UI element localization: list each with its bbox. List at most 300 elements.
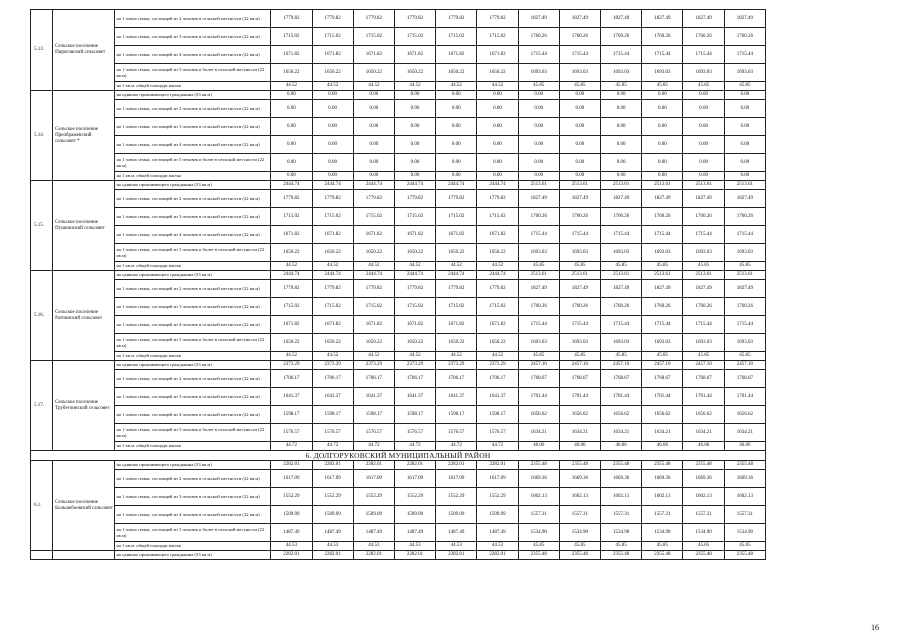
value-cell: 1693.03 [683,64,724,82]
value-cell: 2513.61 [601,271,642,280]
value-cell: 0.00 [518,136,559,154]
value-cell: 0.00 [559,100,600,118]
value-cell: 2444.74 [394,181,435,190]
value-cell: 1760.26 [683,208,724,226]
table-row [31,136,766,154]
value-cell: 1693.03 [642,244,683,262]
table-row [31,28,766,46]
value-cell: 1715.02 [436,298,477,316]
value-cell: 1671.82 [477,226,518,244]
value-cell: 1715.02 [353,298,394,316]
value-cell: 1693.03 [601,334,642,352]
value-cell: 1715.02 [271,298,312,316]
value-cell: 1827.49 [559,280,600,298]
table-row [31,46,766,64]
value-cell: 44.53 [312,542,353,551]
value-cell: 1487.49 [312,524,353,542]
value-cell: 1779.82 [353,280,394,298]
value-cell: 44.52 [312,352,353,361]
settlement-name: Сельское поселение Преображенский сельсовет * [53,91,115,181]
value-cell: 2282.01 [477,551,518,560]
value-cell: 1650.22 [436,64,477,82]
row-description: на 1 члена семьи, состоящей из 5 человек и более в сельской местности (22 кв.м) [115,524,271,542]
table-row [31,352,766,361]
row-description: на 1 кв.м. общей площади жилья [115,262,271,271]
value-cell: 1715.02 [394,208,435,226]
value-cell: 1768.67 [559,370,600,388]
value-cell: 1706.17 [312,370,353,388]
value-cell: 2373.29 [271,361,312,370]
value-cell: 1706.17 [353,370,394,388]
value-cell: 46.06 [683,442,724,451]
settlement-name: Сельское поселение Пироговский сельсовет [53,10,115,91]
value-cell: 1671.82 [271,316,312,334]
value-cell: 0.00 [312,154,353,172]
settlement-name: Сельское поселение Большебоевский сельсовет [53,461,115,551]
value-cell: 1693.03 [642,334,683,352]
value-cell: 44.72 [312,442,353,451]
table-row [31,244,766,262]
value-cell: 2444.74 [312,271,353,280]
value-cell: 46.06 [724,442,765,451]
value-cell: 44.52 [436,262,477,271]
value-cell: 1779.82 [271,10,312,28]
settlement-name: Сельское поселение Трубетчинский сельсовет [53,361,115,451]
value-cell: 1669.36 [642,470,683,488]
value-cell: 1671.82 [436,316,477,334]
value-cell: 1509.09 [271,506,312,524]
value-cell: 1656.62 [559,406,600,424]
value-cell: 1650.22 [312,334,353,352]
value-cell: 1701.44 [601,388,642,406]
value-cell: 0.00 [436,118,477,136]
settlement-name: Сельское поселение Ратчинский сельсовет [53,271,115,361]
value-cell: 1671.82 [271,46,312,64]
value-cell: 1671.82 [477,316,518,334]
value-cell: 0.00 [601,118,642,136]
value-cell: 1552.29 [477,488,518,506]
value-cell: 1650.22 [394,64,435,82]
table-row [31,298,766,316]
value-cell: 1701.44 [683,388,724,406]
value-cell: 1760.26 [642,28,683,46]
section-index: 5.14. [31,91,53,181]
row-description: на одиноко проживающего гражданина (33 кв.м) [115,181,271,190]
value-cell: 1617.09 [353,470,394,488]
value-cell: 1760.26 [518,208,559,226]
value-cell: 2373.29 [312,361,353,370]
row-description: на одиноко проживающего гражданина (33 кв.м) [115,551,271,560]
value-cell: 1715.44 [518,316,559,334]
value-cell: 0.00 [353,100,394,118]
section-index: 5.13. [31,10,53,91]
row-description: на 1 члена семьи, состоящей из 3 человек в сельской местности (22 кв.м) [115,118,271,136]
value-cell: 45.85 [642,82,683,91]
value-cell: 1693.03 [518,244,559,262]
table-row [31,64,766,82]
value-cell: 2513.61 [559,271,600,280]
value-cell: 0.00 [683,91,724,100]
value-cell: 1827.49 [559,190,600,208]
table-row [31,406,766,424]
value-cell: 45.85 [559,352,600,361]
value-cell: 1768.67 [683,370,724,388]
value-cell: 2282.01 [436,551,477,560]
table-row [31,226,766,244]
value-cell: 0.00 [477,172,518,181]
value-cell: 1576.57 [436,424,477,442]
value-cell: 1634.21 [724,424,765,442]
table-row [31,370,766,388]
section-index: 5.17. [31,361,53,451]
value-cell: 1576.57 [271,424,312,442]
value-cell: 45.85 [683,542,724,551]
value-cell: 1650.22 [436,244,477,262]
value-cell: 44.72 [477,442,518,451]
value-cell: 45.85 [518,82,559,91]
value-cell: 1715.02 [436,28,477,46]
value-cell: 1827.49 [724,190,765,208]
value-cell: 44.52 [271,262,312,271]
value-cell: 1598.17 [436,406,477,424]
value-cell: 1779.82 [436,280,477,298]
table-row [31,280,766,298]
value-cell: 46.06 [518,442,559,451]
value-cell: 1509.09 [394,506,435,524]
district-header-row [31,451,766,461]
value-cell: 1715.44 [559,316,600,334]
value-cell: 0.00 [353,136,394,154]
value-cell: 1552.29 [436,488,477,506]
value-cell: 2373.29 [353,361,394,370]
value-cell: 44.52 [353,262,394,271]
value-cell: 1650.22 [312,64,353,82]
value-cell: 44.72 [394,442,435,451]
row-description: на 1 члена семьи, состоящей из 5 человек и более в сельской местности (22 кв.м) [115,244,271,262]
value-cell: 44.53 [436,542,477,551]
value-cell: 1701.44 [518,388,559,406]
value-cell: 0.00 [724,118,765,136]
value-cell: 1557.31 [559,506,600,524]
table-row [31,190,766,208]
value-cell: 1715.02 [394,28,435,46]
value-cell: 1598.17 [353,406,394,424]
value-cell: 1715.44 [683,316,724,334]
value-cell: 2444.74 [477,271,518,280]
value-cell: 1706.17 [477,370,518,388]
value-cell: 1827.49 [518,10,559,28]
value-cell: 1641.37 [353,388,394,406]
value-cell: 0.00 [642,100,683,118]
value-cell: 1487.49 [477,524,518,542]
value-cell: 1827.49 [518,280,559,298]
value-cell: 1576.57 [394,424,435,442]
value-cell: 46.06 [601,442,642,451]
value-cell: 45.85 [518,352,559,361]
value-cell: 44.52 [477,262,518,271]
value-cell: 1760.26 [642,208,683,226]
value-cell: 1715.02 [271,28,312,46]
value-cell: 45.85 [724,352,765,361]
value-cell: 1656.62 [518,406,559,424]
value-cell: 1552.29 [353,488,394,506]
value-cell: 2355.48 [518,551,559,560]
value-cell: 2513.61 [642,271,683,280]
value-cell: 44.52 [477,82,518,91]
value-cell: 1715.44 [724,226,765,244]
value-cell: 2282.01 [312,551,353,560]
value-cell: 2355.48 [683,551,724,560]
table-row [31,361,766,370]
value-cell: 1598.17 [271,406,312,424]
row-description: на 1 члена семьи, состоящей из 4 человек в сельской местности (22 кв.м) [115,316,271,334]
value-cell: 2355.48 [642,551,683,560]
value-cell: 2444.74 [271,181,312,190]
value-cell: 0.00 [601,154,642,172]
value-cell: 1706.17 [271,370,312,388]
value-cell: 1641.37 [394,388,435,406]
table-row [31,424,766,442]
value-cell: 0.00 [353,172,394,181]
value-cell: 2282.01 [271,551,312,560]
value-cell: 2513.61 [601,181,642,190]
value-cell: 1534.90 [642,524,683,542]
value-cell: 0.00 [271,136,312,154]
value-cell: 1634.21 [683,424,724,442]
value-cell: 1534.90 [601,524,642,542]
value-cell: 1650.22 [477,334,518,352]
value-cell: 2282.01 [394,551,435,560]
value-cell: 1617.09 [436,470,477,488]
value-cell: 44.52 [436,82,477,91]
value-cell: 1779.82 [477,10,518,28]
value-cell: 1634.21 [642,424,683,442]
value-cell: 0.00 [394,100,435,118]
value-cell: 1760.26 [559,298,600,316]
value-cell: 45.85 [518,542,559,551]
value-cell: 1693.03 [642,64,683,82]
value-cell: 2355.48 [642,461,683,470]
value-cell: 1650.22 [477,244,518,262]
value-cell: 1656.62 [724,406,765,424]
value-cell: 0.00 [271,154,312,172]
value-cell: 1760.26 [601,208,642,226]
value-cell: 1671.82 [353,226,394,244]
row-description: на 1 кв.м. общей площади жилья [115,172,271,181]
value-cell: 45.85 [683,352,724,361]
value-cell: 2355.48 [518,461,559,470]
value-cell: 2513.61 [724,181,765,190]
value-cell: 1650.22 [394,334,435,352]
value-cell: 0.00 [477,154,518,172]
value-cell: 0.00 [559,91,600,100]
value-cell: 1827.49 [518,190,559,208]
row-description: на 1 кв.м. общей площади жилья [115,542,271,551]
value-cell: 44.52 [353,352,394,361]
value-cell: 1715.44 [559,46,600,64]
value-cell: 2457.10 [518,361,559,370]
value-cell: 1715.02 [436,208,477,226]
value-cell: 2373.29 [477,361,518,370]
value-cell: 1650.22 [271,64,312,82]
value-cell: 1487.49 [353,524,394,542]
value-cell: 1693.03 [518,64,559,82]
value-cell: 1693.03 [601,64,642,82]
section-index: 5.15. [31,181,53,271]
value-cell: 0.00 [642,136,683,154]
value-cell: 1650.22 [353,334,394,352]
value-cell: 1760.26 [601,28,642,46]
value-cell: 0.00 [642,154,683,172]
value-cell: 44.52 [436,352,477,361]
value-cell: 0.00 [394,154,435,172]
row-description: на 1 кв.м. общей площади жилья [115,352,271,361]
value-cell: 1693.03 [724,64,765,82]
value-cell: 1509.09 [477,506,518,524]
settlement-name [53,551,115,560]
table-row [31,100,766,118]
value-cell: 44.53 [271,542,312,551]
value-cell: 2444.74 [353,271,394,280]
value-cell: 1827.49 [642,10,683,28]
value-cell: 45.85 [683,262,724,271]
value-cell: 45.85 [642,542,683,551]
value-cell: 2444.74 [353,181,394,190]
row-description: на 1 члена семьи, состоящей из 4 человек в сельской местности (22 кв.м) [115,136,271,154]
value-cell: 1602.13 [642,488,683,506]
value-cell: 1634.21 [518,424,559,442]
value-cell: 2355.48 [559,551,600,560]
value-cell: 45.85 [559,82,600,91]
value-cell: 0.00 [394,118,435,136]
table-row [31,506,766,524]
table-row [31,91,766,100]
row-description: на 1 кв.м. общей площади жилья [115,442,271,451]
row-description: на 1 члена семьи, состоящей из 5 человек и более в сельской местности (22 кв.м) [115,334,271,352]
value-cell: 0.00 [436,100,477,118]
value-cell: 2513.61 [518,271,559,280]
value-cell: 1671.82 [394,46,435,64]
value-cell: 45.85 [642,262,683,271]
table-row [31,181,766,190]
value-cell: 2282.01 [353,461,394,470]
value-cell: 2513.61 [683,181,724,190]
value-cell: 0.00 [312,118,353,136]
table-row [31,542,766,551]
value-cell: 1669.36 [601,470,642,488]
value-cell: 1768.67 [724,370,765,388]
value-cell: 1671.82 [312,226,353,244]
value-cell: 46.06 [559,442,600,451]
value-cell: 1669.36 [518,470,559,488]
value-cell: 1715.44 [559,226,600,244]
row-description: на 1 члена семьи, состоящей из 5 человек и более в сельской местности (22 кв.м) [115,154,271,172]
value-cell: 1534.90 [518,524,559,542]
row-description: на 1 члена семьи, состоящей из 2 человек в сельской местности (22 кв.м) [115,10,271,28]
value-cell: 1650.22 [353,64,394,82]
value-cell: 1827.49 [642,190,683,208]
value-cell: 0.00 [312,100,353,118]
value-cell: 44.52 [394,262,435,271]
value-cell: 1641.37 [477,388,518,406]
value-cell: 0.00 [683,118,724,136]
value-cell: 45.85 [724,262,765,271]
value-cell: 0.00 [642,118,683,136]
page-number: 16 [871,623,879,632]
value-cell: 1602.13 [601,488,642,506]
value-cell: 2513.61 [559,181,600,190]
value-cell: 1557.31 [683,506,724,524]
table-row [31,82,766,91]
value-cell: 1760.26 [724,298,765,316]
value-cell: 0.00 [353,154,394,172]
value-cell: 0.00 [353,91,394,100]
value-cell: 1827.49 [683,190,724,208]
value-cell: 0.00 [271,91,312,100]
value-cell: 1669.36 [724,470,765,488]
value-cell: 0.00 [394,172,435,181]
value-cell: 0.00 [559,172,600,181]
value-cell: 1671.82 [271,226,312,244]
value-cell: 2444.74 [477,181,518,190]
value-cell: 1557.31 [518,506,559,524]
value-cell: 45.85 [559,262,600,271]
value-cell: 1534.90 [724,524,765,542]
value-cell: 1656.62 [642,406,683,424]
value-cell: 0.00 [559,118,600,136]
value-cell: 1827.49 [724,280,765,298]
value-cell: 2444.74 [436,181,477,190]
value-cell: 44.53 [394,542,435,551]
value-cell: 44.52 [312,82,353,91]
value-cell: 2355.48 [601,551,642,560]
value-cell: 1715.44 [642,226,683,244]
value-cell: 1671.82 [312,316,353,334]
value-cell: 2444.74 [436,271,477,280]
value-cell: 1693.03 [518,334,559,352]
value-cell: 1779.82 [312,190,353,208]
value-cell: 1634.21 [601,424,642,442]
row-description: на 1 члена семьи, состоящей из 5 человек и более в сельской местности (22 кв.м) [115,64,271,82]
row-description: на 1 члена семьи, состоящей из 3 человек в сельской местности (22 кв.м) [115,488,271,506]
value-cell: 1715.44 [683,46,724,64]
value-cell: 1598.17 [477,406,518,424]
value-cell: 1656.62 [601,406,642,424]
row-description: на одиноко проживающего гражданина (33 кв.м) [115,271,271,280]
value-cell: 1693.03 [724,244,765,262]
value-cell: 1779.82 [436,190,477,208]
row-description: на 1 члена семьи, состоящей из 5 человек и более в сельской местности (22 кв.м) [115,424,271,442]
value-cell: 45.85 [601,82,642,91]
value-cell: 0.00 [642,91,683,100]
value-cell: 0.00 [436,136,477,154]
value-cell: 1641.37 [271,388,312,406]
value-cell: 1650.22 [394,244,435,262]
value-cell: 1715.02 [312,298,353,316]
value-cell: 45.85 [724,542,765,551]
value-cell: 1669.36 [559,470,600,488]
value-cell: 0.00 [436,91,477,100]
row-description: на одиноко проживающего гражданина (33 кв.м) [115,361,271,370]
value-cell: 1650.22 [353,244,394,262]
value-cell: 1552.29 [394,488,435,506]
district-header: 6. ДОЛГОРУКОВСКИЙ МУНИЦИПАЛЬНЫЙ РАЙОН [31,451,766,461]
value-cell: 1760.26 [559,28,600,46]
value-cell: 1650.22 [312,244,353,262]
value-cell: 1715.02 [394,298,435,316]
value-cell: 1602.13 [724,488,765,506]
value-cell: 1671.82 [312,46,353,64]
